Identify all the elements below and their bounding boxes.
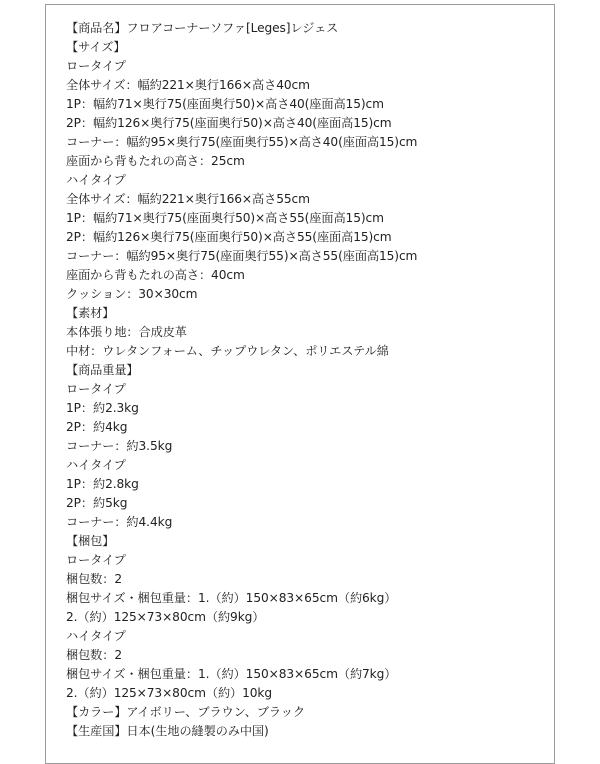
size-high-overall: 全体サイズ：幅約221×奥行166×高さ55cm	[66, 192, 310, 206]
size-high-corner: コーナー：幅約95×奥行75(座面奥行55)×高さ55(座面高15)cm	[66, 249, 418, 263]
material-filling: 中材：ウレタンフォーム、チップウレタン、ポリエステル綿	[66, 344, 389, 358]
size-high-2p: 2P：幅約126×奥行75(座面奥行50)×高さ55(座面高15)cm	[66, 230, 392, 244]
origin-line: 【生産国】日本(生地の縫製のみ中国)	[66, 724, 269, 738]
cushion-size: クッション：30×30cm	[66, 287, 198, 301]
weight-heading: 【商品重量】	[66, 363, 139, 377]
size-high-back-height: 座面から背もたれの高さ：40cm	[66, 268, 245, 282]
packing-heading: 【梱包】	[66, 534, 115, 548]
spec-text-block	[66, 19, 417, 741]
weight-high-2p: 2P：約5kg	[66, 496, 128, 510]
weight-low-type-label: ロータイプ	[66, 382, 126, 396]
packing-low-box-2: 2.（約）125×73×80cm（約9kg）	[66, 610, 265, 624]
size-low-corner: コーナー：幅約95×奥行75(座面奥行55)×高さ40(座面高15)cm	[66, 135, 418, 149]
product-name-line: 【商品名】フロアコーナーソファ[Leges]レジェス	[66, 21, 339, 35]
weight-low-1p: 1P：約2.3kg	[66, 401, 139, 415]
weight-high-type-label: ハイタイプ	[66, 458, 126, 472]
weight-low-corner: コーナー：約3.5kg	[66, 439, 173, 453]
size-low-overall: 全体サイズ：幅約221×奥行166×高さ40cm	[66, 78, 310, 92]
packing-low-type-label: ロータイプ	[66, 553, 126, 567]
size-low-type-label: ロータイプ	[66, 59, 126, 73]
size-high-type-label: ハイタイプ	[66, 173, 126, 187]
packing-high-box-2: 2.（約）125×73×80cm（約）10kg	[66, 686, 273, 700]
size-high-1p: 1P：幅約71×奥行75(座面奥行50)×高さ55(座面高15)cm	[66, 211, 384, 225]
packing-low-count: 梱包数：2	[66, 572, 123, 586]
size-heading: 【サイズ】	[66, 40, 126, 54]
packing-high-box-1: 梱包サイズ・梱包重量：1.（約）150×83×65cm（約7kg）	[66, 667, 397, 681]
packing-high-count: 梱包数：2	[66, 648, 123, 662]
weight-high-1p: 1P：約2.8kg	[66, 477, 139, 491]
size-low-1p: 1P：幅約71×奥行75(座面奥行50)×高さ40(座面高15)cm	[66, 97, 384, 111]
weight-low-2p: 2P：約4kg	[66, 420, 128, 434]
material-upholstery: 本体張り地：合成皮革	[66, 325, 187, 339]
packing-low-box-1: 梱包サイズ・梱包重量：1.（約）150×83×65cm（約6kg）	[66, 591, 397, 605]
packing-high-type-label: ハイタイプ	[66, 629, 126, 643]
color-line: 【カラー】アイボリー、ブラウン、ブラック	[66, 705, 305, 719]
size-low-2p: 2P：幅約126×奥行75(座面奥行50)×高さ40(座面高15)cm	[66, 116, 392, 130]
material-heading: 【素材】	[66, 306, 115, 320]
weight-high-corner: コーナー：約4.4kg	[66, 515, 173, 529]
size-low-back-height: 座面から背もたれの高さ：25cm	[66, 154, 245, 168]
